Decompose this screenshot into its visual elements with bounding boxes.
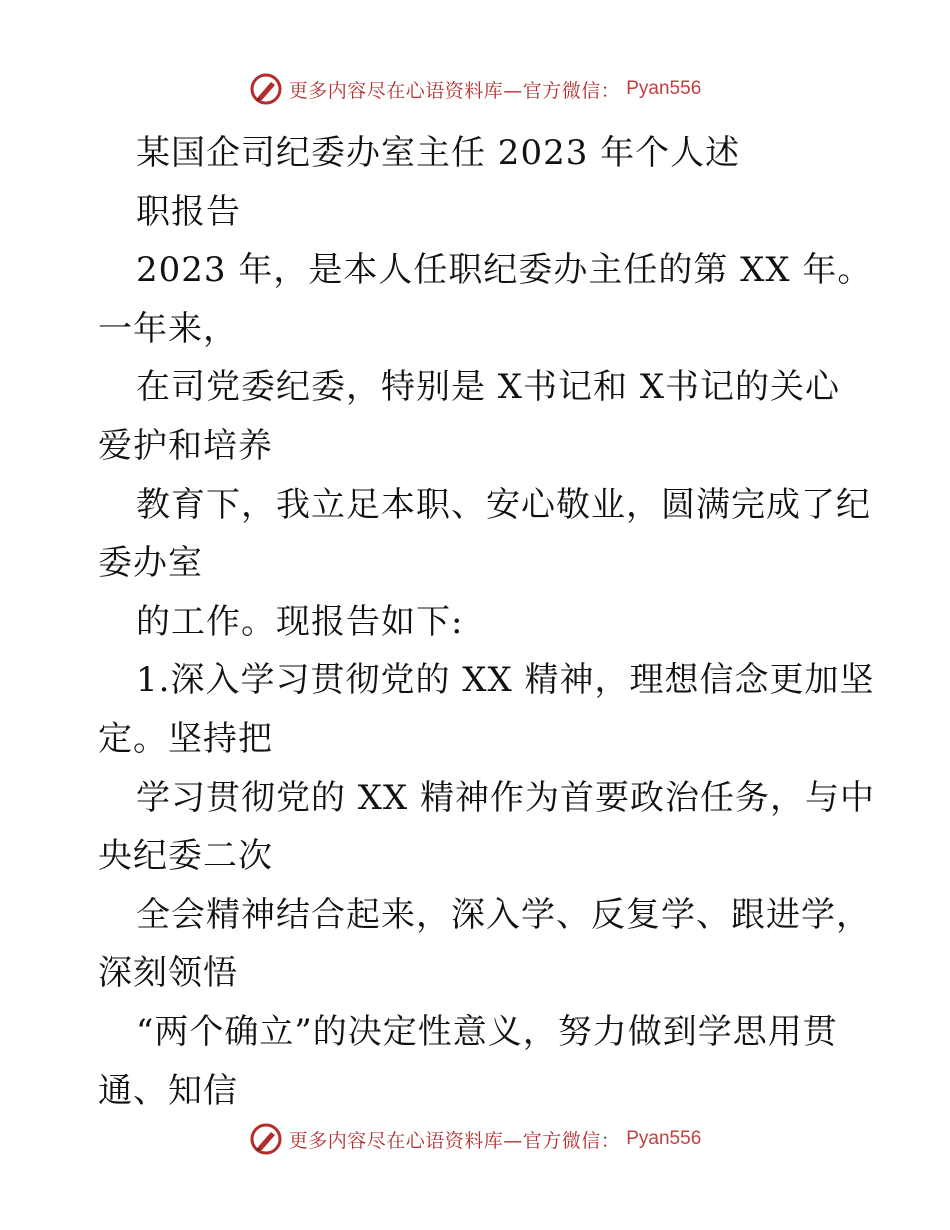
document-body	[98, 124, 876, 1120]
doc-line: 在司党委纪委，特别是 X书记和 X书记的关心	[136, 367, 841, 408]
doc-line: 一年来，	[98, 308, 238, 349]
watermark-text: 更多内容尽在心语资料库—官方微信：	[288, 1129, 621, 1152]
doc-line: 2023 年，是本人任职纪委办主任的第 XX 年。	[136, 250, 873, 291]
doc-line: 教育下，我立足本职、安心敬业，圆满完成了纪	[136, 484, 871, 525]
pen-logo-icon	[249, 1122, 283, 1156]
doc-line: 全会精神结合起来，深入学、反复学、跟进学，	[136, 894, 871, 935]
watermark-wechat-id: Pyan556	[626, 1128, 702, 1149]
watermark-wechat-id: Pyan556	[626, 78, 702, 99]
doc-line: “两个确立”的决定性意义，努力做到学思用贯	[136, 1011, 838, 1052]
doc-line: 职报告	[136, 191, 241, 232]
watermark-text: 更多内容尽在心语资料库—官方微信：	[288, 79, 621, 102]
footer-watermark	[0, 1122, 950, 1156]
doc-line: 爱护和培养	[98, 425, 273, 466]
doc-line: 深刻领悟	[98, 953, 238, 994]
doc-line: 定。坚持把	[98, 718, 273, 759]
doc-line: 通、知信	[98, 1070, 238, 1111]
doc-line: 某国企司纪委办室主任 2023 年个人述	[136, 133, 741, 173]
doc-line: 1.深入学习贯彻党的 XX 精神，理想信念更加坚	[136, 660, 875, 701]
doc-line: 的工作。现报告如下:	[136, 601, 464, 642]
doc-line: 委办室	[98, 543, 203, 584]
doc-line: 学习贯彻党的 XX 精神作为首要政治任务，与中	[136, 777, 876, 818]
doc-line: 央纪委二次	[98, 836, 273, 877]
header-watermark	[0, 72, 950, 106]
pen-logo-icon	[249, 72, 283, 106]
